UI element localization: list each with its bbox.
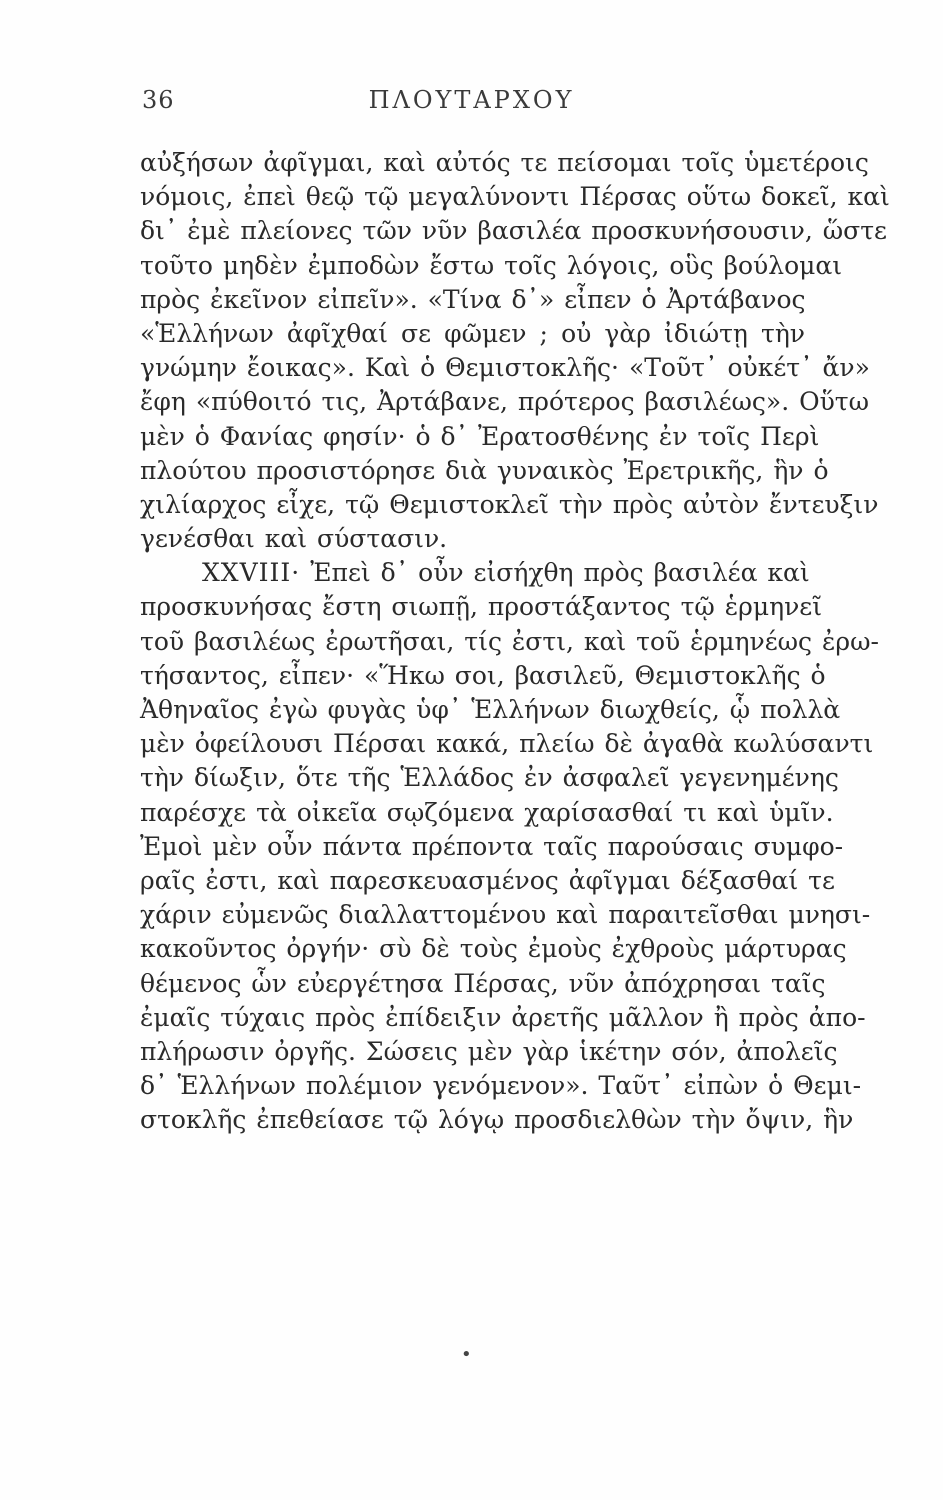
- text-line: θέμενος ὧν εὐεργέτησα Πέρσας, νῦν ἀπόχρησαι ταῖς: [140, 968, 826, 998]
- text-line: δ᾽ Ἑλλήνων πολέμιον γενόμενον». Ταῦτ᾽ εἰπὼν ὁ Θεμι-: [140, 1071, 862, 1101]
- page-number: 36: [142, 86, 175, 114]
- text-line: Ἀθηναῖος ἐγὼ φυγὰς ὑφ᾽ Ἑλλήνων διωχθείς, ᾧ πολλὰ: [140, 695, 841, 724]
- text-line: τοῦτο μηδὲν ἐμποδὼν ἔστω τοῖς λόγοις, οὓς βούλομαι: [140, 250, 843, 280]
- text-line: ἔφη «πύθοιτό τις, Ἀρτάβανε, πρότερος βασιλέως». Οὕτω: [140, 387, 870, 417]
- text-line: γνώμην ἔοικας». Καὶ ὁ Θεμιστοκλῆς· «Τοῦτ᾽ οὐκέτ᾽ ἄν»: [140, 353, 870, 383]
- text-line: ραῖς ἐστι, καὶ παρεσκευασμένος ἀφῖγμαι δέξασθαί τε: [140, 865, 835, 895]
- text-line: νόμοις, ἐπεὶ θεῷ τῷ μεγαλύνοντι Πέρσας οὕτω δοκεῖ, καὶ: [140, 182, 890, 212]
- text-line: μὲν ὁ Φανίας φησίν· ὁ δ᾽ Ἐρατοσθένης ἐν τοῖς Περὶ: [140, 421, 820, 451]
- text-line: τήσαντος, εἶπεν· «Ἥκω σοι, βασιλεῦ, Θεμιστοκλῆς ὁ: [140, 660, 826, 690]
- chapter-first-line-text: Ἐπεὶ δ᾽ οὖν εἰσήχθη πρὸς βασιλέα καὶ: [310, 558, 810, 588]
- text-line: Ἐμοὶ μὲν οὖν πάντα πρέποντα ταῖς παρούσαις συμφο-: [140, 831, 844, 861]
- chapter-opening-line: [140, 556, 810, 590]
- running-title: ΠΛΟΥΤΑΡΧΟΥ: [368, 86, 575, 114]
- text-line: πλούτου προσιστόρησε διὰ γυναικὸς Ἐρετρικῆς, ἣν ὁ: [140, 455, 829, 485]
- text-line: ἐμαῖς τύχαις πρὸς ἐπίδειξιν ἀρετῆς μᾶλλον ἢ πρὸς ἀπο-: [140, 1002, 866, 1032]
- text-line: γενέσθαι καὶ σύστασιν.: [140, 524, 448, 554]
- text-line: προσκυνήσας ἔστη σιωπῇ, προστάξαντος τῷ ἑρμηνεῖ: [140, 592, 823, 622]
- text-line: αὐξήσων ἀφῖγμαι, καὶ αὐτός τε πείσομαι τοῖς ὑμετέροις: [140, 148, 869, 177]
- text-line: κακοῦντος ὀργήν· σὺ δὲ τοὺς ἐμοὺς ἐχθροὺς μάρτυρας: [140, 934, 847, 964]
- text-line: τοῦ βασιλέως ἐρωτῆσαι, τίς ἐστι, καὶ τοῦ ἑρμηνέως ἐρω-: [140, 626, 879, 656]
- text-line: πρὸς ἐκεῖνον εἰπεῖν». «Τίνα δ᾽» εἶπεν ὁ Ἀρτάβανος: [140, 284, 806, 314]
- text-line: χιλίαρχος εἶχε, τῷ Θεμιστοκλεῖ τὴν πρὸς αὐτὸν ἔντευξιν: [140, 489, 879, 519]
- text-line: στοκλῆς ἐπεθείασε τῷ λόγῳ προσδιελθὼν τὴν ὄψιν, ἣν: [140, 1105, 854, 1135]
- text-line: «Ἑλλήνων ἀφῖχθαί σε φῶμεν ; οὐ γὰρ ἰδιώτῃ τὴν: [140, 318, 805, 348]
- text-line: πλήρωσιν ὀργῆς. Σώσεις μὲν γὰρ ἱκέτην σόν, ἀπολεῖς: [140, 1036, 838, 1066]
- text-line: παρέσχε τὰ οἰκεῖα σῳζόμενα χαρίσασθαί τι καὶ ὑμῖν.: [140, 797, 834, 827]
- print-mark: •: [461, 1344, 472, 1365]
- body-text: [140, 146, 890, 1137]
- text-line: δι᾽ ἐμὲ πλείονες τῶν νῦν βασιλέα προσκυνήσουσιν, ὥστε: [140, 216, 887, 246]
- text-line: μὲν ὀφείλουσι Πέρσαι κακά, πλείω δὲ ἀγαθὰ κωλύσαντι: [140, 729, 874, 759]
- chapter-number: XXVIII·: [202, 558, 301, 588]
- text-line: χάριν εὐμενῶς διαλλαττομένου καὶ παραιτεῖσθαι μνησι-: [140, 900, 871, 930]
- text-line: τὴν δίωξιν, ὅτε τῆς Ἑλλάδος ἐν ἀσφαλεῖ γεγενημένης: [140, 763, 839, 793]
